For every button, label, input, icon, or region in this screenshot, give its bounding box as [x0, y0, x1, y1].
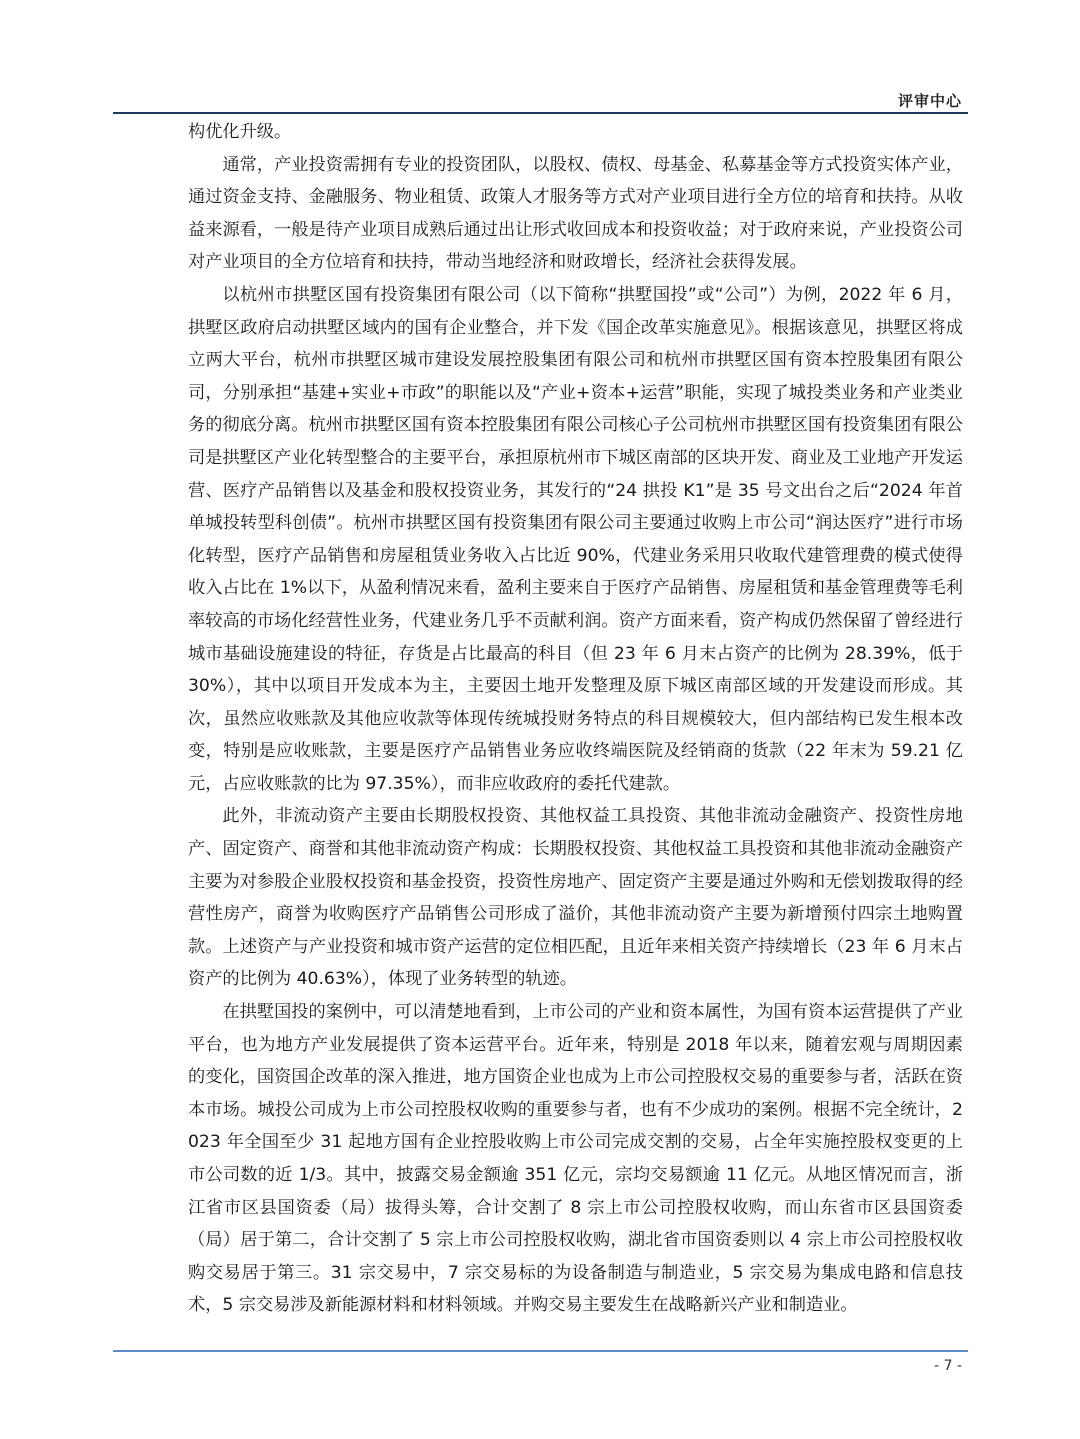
footer-divider — [113, 1350, 968, 1352]
page-number: - 7 - — [934, 1358, 962, 1374]
paragraph-industrial-investment: 通常，产业投资需拥有专业的投资团队，以股权、债权、母基金、私募基金等方式投资实体产业，通过资金支持、金融服务、物业租赁、政策人才服务等方式对产业项目进行全方位的培育和扶持。从收益来源看，一般是待产业项目成熟后通过出让形式收回成本和投资收益；对于政府来说，产业投资公司对产业项目的全方位培育和扶持，带动当地经济和财政增长，经济社会获得发展。 — [188, 154, 963, 273]
paragraph-non-current-assets: 此外，非流动资产主要由长期股权投资、其他权益工具投资、其他非流动金融资产、投资性房地产、固定资产、商誉和其他非流动资产构成：长期股权投资、其他权益工具投资和其他非流动金融资产主要为对参股企业股权投资和基金投资，投资性房地产、固定资产主要是通过外购和无偿划拨取得的经营性房产，商誉为收购医疗产品销售公司形成了溢价，其他非流动资产主要为新增预付四宗土地购置款。上述资产与产业投资和城市资产运营的定位相匹配，且近年来相关资产持续增长（23 年 6 月末占资产的比例为 40.63%），体现了业务转型的轨迹。 — [188, 806, 963, 990]
document-body — [188, 116, 963, 1322]
paragraph-gongshu-case: 以杭州市拱墅区国有投资集团有限公司（以下简称“拱墅国投”或“公司”）为例，2022 年 6 月，拱墅区政府启动拱墅区域内的国有企业整合，并下发《国企改革实施意见》。根据该意见，拱墅区将成立两大平台，杭州市拱墅区城市建设发展控股集团有限公司和杭州市拱墅区国有资本控股集团有限公司，分别承担“基建+实业+市政”的职能以及“产业+资本+运营”职能，实现了城投类业务和产业类业务的彻底分离。杭州市拱墅区国有资本控股集团有限公司核心子公司杭州市拱墅区国有投资集团有限公司是拱墅区产业化转型整合的主要平台，承担原杭州市下城区南部的区块开发、商业及工业地产开发运营、医疗产品销售以及基金和股权投资业务，其发行的“24 拱投 K1”是 35 号文出台之后“2024 年首单城投转型科创债”。杭州市拱墅区国有投资集团有限公司主要通过收购上市公司“润达医疗”进行市场化转型，医疗产品销售和房屋租赁业务收入占比近 90%，代建业务采用只收取代建管理费的模式使得收入占比在 1%以下，从盈利情况来看，盈利主要来自于医疗产品销售、房屋租赁和基金管理费等毛利率较高的市场化经营性业务，代建业务几乎不贡献利润。资产方面来看，资产构成仍然保留了曾经进行城市基础设施建设的特征，存货是占比最高的科目（但 23 年 6 月末占资产的比例为 28.39%，低于 30%），其中以项目开发成本为主，主要因土地开发整理及原下城区南部区域的开发建设而形成。其次，虽然应收账款及其他应收款等体现传统城投财务特点的科目规模较大，但内部结构已发生根本改变，特别是应收账款，主要是医疗产品销售业务应收终端医院及经销商的货款（22 年末为 59.21 亿元，占应收账款的比为 97.35%），而非应收政府的委托代建款。 — [188, 284, 963, 794]
header-label: 评审中心 — [897, 92, 962, 110]
header-divider — [113, 112, 968, 114]
paragraph-continuation: 构优化升级。 — [188, 122, 292, 142]
paragraph-listed-company-acquisitions: 在拱墅国投的案例中，可以清楚地看到，上市公司的产业和资本属性，为国有资本运营提供了产业平台，也为地方产业发展提供了资本运营平台。近年来，特别是 2018 年以来，随着宏观与周期因素的变化，国资国企改革的深入推进，地方国资企业也成为上市公司控股权交易的重要参与者，活跃在资本市场。城投公司成为上市公司控股权收购的重要参与者，也有不少成功的案例。根据不完全统计，2023 年全国至少 31 起地方国有企业控股收购上市公司完成交割的交易，占全年实施控股权变更的上市公司数的近 1/3。其中，披露交易金额逾 351 亿元，宗均交易额逾 11 亿元。从地区情况而言，浙江省市区县国资委（局）拔得头筹，合计交割了 8 宗上市公司控股权收购，而山东省市区县国资委（局）居于第二，合计交割了 5 宗上市公司控股权收购，湖北省市国资委则以 4 宗上市公司控股权收购交易居于第三。31 宗交易中，7 宗交易标的为设备制造与制造业，5 宗交易为集成电路和信息技术，5 宗交易涉及新能源材料和材料领域。并购交易主要发生在战略新兴产业和制造业。 — [188, 1002, 963, 1316]
